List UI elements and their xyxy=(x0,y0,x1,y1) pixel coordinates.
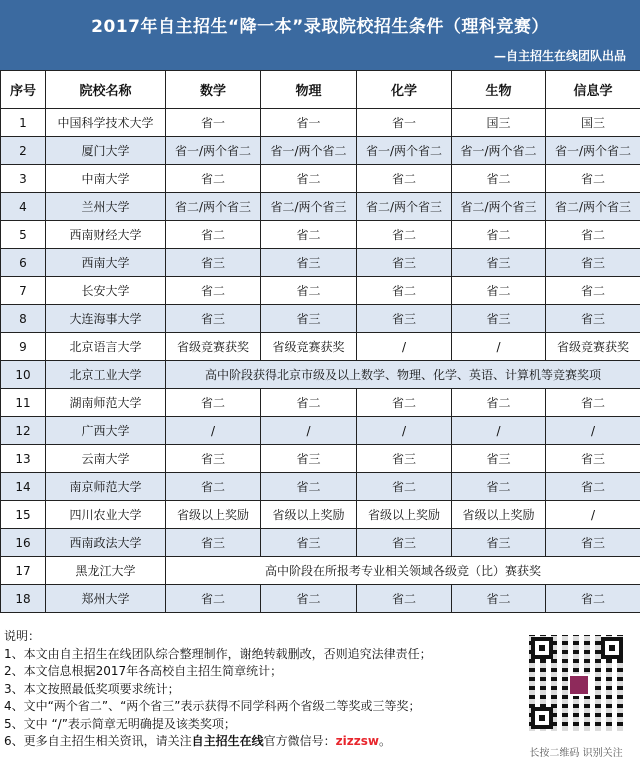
school-name: 兰州大学 xyxy=(46,193,166,221)
table-row xyxy=(1,417,640,445)
math-cell: 省二 xyxy=(166,389,261,417)
row-number: 15 xyxy=(1,501,46,529)
col-header-math: 数学 xyxy=(166,71,261,109)
chemistry-cell: / xyxy=(357,333,452,361)
qr-code-icon[interactable] xyxy=(527,633,627,733)
biology-cell: 省一/两个省二 xyxy=(452,137,546,165)
col-header-chemistry: 化学 xyxy=(357,71,452,109)
chemistry-cell: 省二 xyxy=(357,165,452,193)
col-header-no: 序号 xyxy=(1,71,46,109)
informatics-cell: / xyxy=(546,501,640,529)
informatics-cell: 省一/两个省二 xyxy=(546,137,640,165)
math-cell: 省二 xyxy=(166,221,261,249)
page-title: 2017年自主招生“降一本”录取院校招生条件（理科竞赛） xyxy=(91,17,549,37)
row-number: 4 xyxy=(1,193,46,221)
row-number: 14 xyxy=(1,473,46,501)
math-cell: 省二 xyxy=(166,165,261,193)
row-number: 18 xyxy=(1,585,46,613)
informatics-cell: 省二 xyxy=(546,585,640,613)
table-row xyxy=(1,445,640,473)
informatics-cell: 省二 xyxy=(546,221,640,249)
note-text: 官方微信号： xyxy=(263,734,336,748)
table-row xyxy=(1,193,640,221)
school-name: 北京工业大学 xyxy=(46,361,166,389)
table-row xyxy=(1,165,640,193)
biology-cell: / xyxy=(452,333,546,361)
chemistry-cell: 省三 xyxy=(357,445,452,473)
physics-cell: 省级以上奖励 xyxy=(261,501,357,529)
informatics-cell: 省二/两个省三 xyxy=(546,193,640,221)
chemistry-cell: 省一 xyxy=(357,109,452,137)
chemistry-cell: 省三 xyxy=(357,249,452,277)
table-row xyxy=(1,389,640,417)
qr-finder-icon xyxy=(531,707,553,729)
biology-cell: 省二 xyxy=(452,277,546,305)
physics-cell: 省级竞赛获奖 xyxy=(261,333,357,361)
credit-line: —自主招生在线团队出品 xyxy=(493,49,626,63)
physics-cell: 省三 xyxy=(261,529,357,557)
merged-requirement-cell: 高中阶段获得北京市级及以上数学、物理、化学、英语、计算机等竞赛奖项 xyxy=(166,361,640,389)
math-cell: 省一 xyxy=(166,109,261,137)
informatics-cell: 省二 xyxy=(546,473,640,501)
biology-cell: 省级以上奖励 xyxy=(452,501,546,529)
row-number: 17 xyxy=(1,557,46,585)
merged-requirement-cell: 高中阶段在所报考专业相关领域各级竞（比）赛获奖 xyxy=(166,557,640,585)
qr-logo-icon xyxy=(568,674,590,696)
col-header-school: 院校名称 xyxy=(46,71,166,109)
school-name: 郑州大学 xyxy=(46,585,166,613)
table-row xyxy=(1,249,640,277)
school-name: 南京师范大学 xyxy=(46,473,166,501)
school-name: 厦门大学 xyxy=(46,137,166,165)
table-row xyxy=(1,109,640,137)
school-name: 四川农业大学 xyxy=(46,501,166,529)
school-name: 湖南师范大学 xyxy=(46,389,166,417)
chemistry-cell: 省二 xyxy=(357,277,452,305)
chemistry-cell: 省二 xyxy=(357,389,452,417)
row-number: 16 xyxy=(1,529,46,557)
table-row xyxy=(1,305,640,333)
row-number: 8 xyxy=(1,305,46,333)
table-row xyxy=(1,137,640,165)
row-number: 1 xyxy=(1,109,46,137)
school-name: 中国科学技术大学 xyxy=(46,109,166,137)
school-name: 长安大学 xyxy=(46,277,166,305)
physics-cell: 省二/两个省三 xyxy=(261,193,357,221)
note-line: 4、文中“两个省二”、“两个省三”表示获得不同学科两个省级二等奖或三等奖； xyxy=(4,699,421,713)
informatics-cell: 省三 xyxy=(546,305,640,333)
row-number: 12 xyxy=(1,417,46,445)
row-number: 5 xyxy=(1,221,46,249)
row-number: 6 xyxy=(1,249,46,277)
chemistry-cell: 省二/两个省三 xyxy=(357,193,452,221)
school-name: 西南政法大学 xyxy=(46,529,166,557)
row-number: 13 xyxy=(1,445,46,473)
admission-table xyxy=(0,70,640,613)
table-row xyxy=(1,529,640,557)
wechat-id: zizzsw xyxy=(335,734,379,748)
physics-cell: 省二 xyxy=(261,277,357,305)
qr-finder-icon xyxy=(531,637,553,659)
informatics-cell: 省三 xyxy=(546,529,640,557)
notes-heading: 说明： xyxy=(4,629,41,643)
math-cell: 省级竞赛获奖 xyxy=(166,333,261,361)
math-cell: 省二/两个省三 xyxy=(166,193,261,221)
chemistry-cell: 省一/两个省二 xyxy=(357,137,452,165)
math-cell: 省一/两个省二 xyxy=(166,137,261,165)
math-cell: 省级以上奖励 xyxy=(166,501,261,529)
table-row xyxy=(1,221,640,249)
table-row xyxy=(1,585,640,613)
math-cell: 省二 xyxy=(166,277,261,305)
biology-cell: 省二 xyxy=(452,165,546,193)
row-number: 3 xyxy=(1,165,46,193)
biology-cell: 省二 xyxy=(452,389,546,417)
col-header-informatics: 信息学 xyxy=(546,71,640,109)
informatics-cell: 省二 xyxy=(546,165,640,193)
informatics-cell: 省级竞赛获奖 xyxy=(546,333,640,361)
physics-cell: 省三 xyxy=(261,305,357,333)
chemistry-cell: 省二 xyxy=(357,221,452,249)
note-line: 2、本文信息根据2017年各高校自主招生简章统计； xyxy=(4,664,283,678)
biology-cell: 省二 xyxy=(452,585,546,613)
row-number: 2 xyxy=(1,137,46,165)
chemistry-cell: 省二 xyxy=(357,473,452,501)
informatics-cell: 省二 xyxy=(546,389,640,417)
qr-caption: 长按二维码 识别关注 xyxy=(529,748,623,759)
note-text: 。 xyxy=(378,734,391,748)
informatics-cell: / xyxy=(546,417,640,445)
table-body xyxy=(1,109,640,613)
chemistry-cell: 省三 xyxy=(357,529,452,557)
physics-cell: 省一/两个省二 xyxy=(261,137,357,165)
physics-cell: 省二 xyxy=(261,473,357,501)
table-row xyxy=(1,361,640,389)
note-line xyxy=(4,733,514,751)
qr-finder-icon xyxy=(601,637,623,659)
table-row xyxy=(1,277,640,305)
math-cell: 省三 xyxy=(166,305,261,333)
table-header-row xyxy=(1,71,640,109)
math-cell: 省三 xyxy=(166,529,261,557)
table-row xyxy=(1,557,640,585)
school-name: 西南大学 xyxy=(46,249,166,277)
biology-cell: / xyxy=(452,417,546,445)
col-header-biology: 生物 xyxy=(452,71,546,109)
math-cell: 省三 xyxy=(166,445,261,473)
row-number: 10 xyxy=(1,361,46,389)
biology-cell: 省二 xyxy=(452,221,546,249)
physics-cell: 省二 xyxy=(261,221,357,249)
informatics-cell: 国三 xyxy=(546,109,640,137)
note-text: 6、更多自主招生相关资讯，请关注 xyxy=(4,734,192,748)
biology-cell: 省三 xyxy=(452,529,546,557)
biology-cell: 省二 xyxy=(452,473,546,501)
table-row xyxy=(1,473,640,501)
title-banner xyxy=(0,0,640,70)
chemistry-cell: 省级以上奖励 xyxy=(357,501,452,529)
chemistry-cell: 省二 xyxy=(357,585,452,613)
school-name: 北京语言大学 xyxy=(46,333,166,361)
table-row xyxy=(1,333,640,361)
note-line: 1、本文由自主招生在线团队综合整理制作，谢绝转载删改，否则追究法律责任； xyxy=(4,646,432,661)
biology-cell: 省三 xyxy=(452,305,546,333)
physics-cell: 省二 xyxy=(261,389,357,417)
informatics-cell: 省三 xyxy=(546,249,640,277)
physics-cell: 省二 xyxy=(261,165,357,193)
school-name: 西南财经大学 xyxy=(46,221,166,249)
note-line: 5、文中 “/”表示简章无明确提及该类奖项； xyxy=(4,716,236,731)
row-number: 7 xyxy=(1,277,46,305)
row-number: 9 xyxy=(1,333,46,361)
school-name: 云南大学 xyxy=(46,445,166,473)
row-number: 11 xyxy=(1,389,46,417)
physics-cell: / xyxy=(261,417,357,445)
biology-cell: 省三 xyxy=(452,249,546,277)
physics-cell: 省一 xyxy=(261,109,357,137)
school-name: 广西大学 xyxy=(46,417,166,445)
note-line: 3、本文按照最低奖项要求统计； xyxy=(4,681,180,696)
school-name: 黑龙江大学 xyxy=(46,557,166,585)
physics-cell: 省三 xyxy=(261,249,357,277)
informatics-cell: 省三 xyxy=(546,445,640,473)
col-header-physics: 物理 xyxy=(261,71,357,109)
informatics-cell: 省二 xyxy=(546,277,640,305)
biology-cell: 省三 xyxy=(452,445,546,473)
physics-cell: 省二 xyxy=(261,585,357,613)
school-name: 大连海事大学 xyxy=(46,305,166,333)
biology-cell: 国三 xyxy=(452,109,546,137)
math-cell: 省二 xyxy=(166,473,261,501)
chemistry-cell: 省三 xyxy=(357,305,452,333)
chemistry-cell: / xyxy=(357,417,452,445)
notes-section xyxy=(4,628,514,751)
physics-cell: 省三 xyxy=(261,445,357,473)
math-cell: / xyxy=(166,417,261,445)
math-cell: 省三 xyxy=(166,249,261,277)
school-name: 中南大学 xyxy=(46,165,166,193)
table-row xyxy=(1,501,640,529)
account-name: 自主招生在线 xyxy=(191,734,264,748)
math-cell: 省二 xyxy=(166,585,261,613)
biology-cell: 省二/两个省三 xyxy=(452,193,546,221)
